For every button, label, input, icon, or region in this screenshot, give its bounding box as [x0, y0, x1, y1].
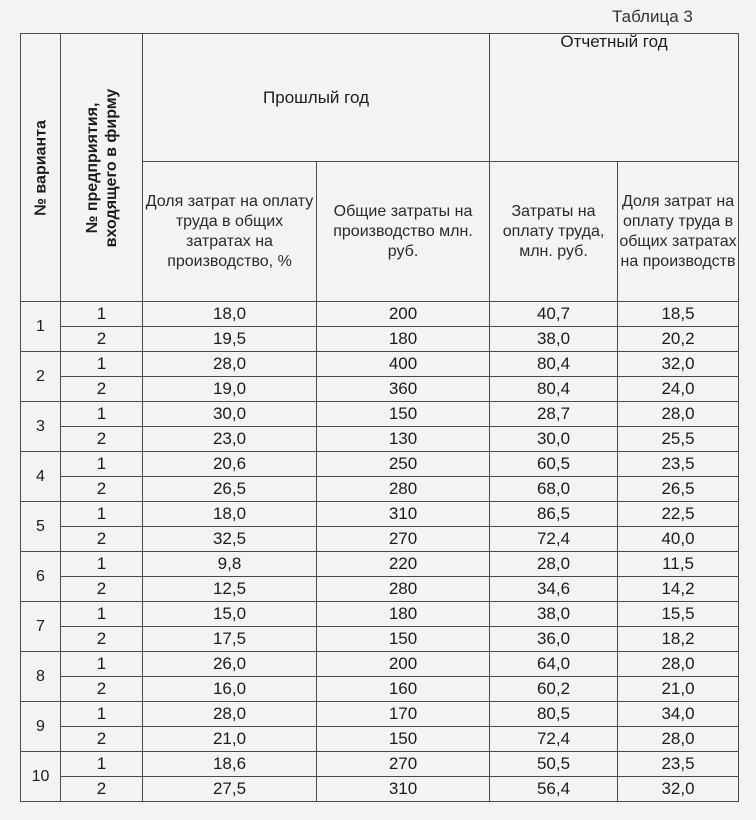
table-row — [21, 552, 739, 577]
prev-total-cell: 200 — [317, 302, 490, 327]
rep-share-cell: 20,2 — [618, 327, 739, 352]
enterprise-cell: 2 — [61, 577, 143, 602]
rep-labor-cell: 68,0 — [490, 477, 618, 502]
rep-share-cell: 21,0 — [618, 677, 739, 702]
rep-labor-cell: 38,0 — [490, 327, 618, 352]
rep-share-cell: 28,0 — [618, 402, 739, 427]
rep-labor-cell: 34,6 — [490, 577, 618, 602]
header-report-year-label: Отчетный год — [560, 32, 668, 51]
enterprise-cell: 1 — [61, 602, 143, 627]
rep-share-cell: 32,0 — [618, 352, 739, 377]
rep-share-cell: 40,0 — [618, 527, 739, 552]
enterprise-cell: 1 — [61, 702, 143, 727]
table-row — [21, 752, 739, 777]
variant-cell: 7 — [21, 602, 61, 652]
enterprise-cell: 1 — [61, 402, 143, 427]
rep-share-cell: 18,2 — [618, 627, 739, 652]
prev-total-cell: 150 — [317, 727, 490, 752]
prev-share-cell: 26,5 — [143, 477, 317, 502]
prev-share-cell: 30,0 — [143, 402, 317, 427]
prev-share-cell: 18,6 — [143, 752, 317, 777]
table-row — [21, 577, 739, 602]
prev-total-cell: 130 — [317, 427, 490, 452]
enterprise-cell: 2 — [61, 427, 143, 452]
enterprise-cell: 1 — [61, 552, 143, 577]
table-row — [21, 677, 739, 702]
prev-total-cell: 180 — [317, 327, 490, 352]
prev-total-cell: 280 — [317, 577, 490, 602]
prev-share-cell: 9,8 — [143, 552, 317, 577]
header-variant-label: № варианта — [32, 119, 49, 216]
rep-labor-cell: 64,0 — [490, 652, 618, 677]
header-variant — [21, 34, 61, 302]
enterprise-cell: 1 — [61, 352, 143, 377]
prev-total-cell: 270 — [317, 527, 490, 552]
prev-share-cell: 19,5 — [143, 327, 317, 352]
header-rep-labor: Затраты на оплату труда, млн. руб. — [490, 162, 618, 302]
table-row — [21, 777, 739, 802]
enterprise-cell: 1 — [61, 302, 143, 327]
rep-labor-cell: 36,0 — [490, 627, 618, 652]
rep-share-cell: 11,5 — [618, 552, 739, 577]
prev-total-cell: 150 — [317, 402, 490, 427]
prev-share-cell: 18,0 — [143, 302, 317, 327]
prev-share-cell: 17,5 — [143, 627, 317, 652]
prev-share-cell: 16,0 — [143, 677, 317, 702]
prev-share-cell: 20,6 — [143, 452, 317, 477]
prev-total-cell: 250 — [317, 452, 490, 477]
variant-cell: 9 — [21, 702, 61, 752]
rep-labor-cell: 86,5 — [490, 502, 618, 527]
enterprise-cell: 2 — [61, 377, 143, 402]
table-row — [21, 477, 739, 502]
variant-cell: 1 — [21, 302, 61, 352]
prev-total-cell: 360 — [317, 377, 490, 402]
prev-total-cell: 150 — [317, 627, 490, 652]
rep-labor-cell: 28,0 — [490, 552, 618, 577]
variant-cell: 3 — [21, 402, 61, 452]
table-row — [21, 402, 739, 427]
data-table — [20, 33, 739, 802]
header-prev-year: Прошлый год — [143, 34, 490, 162]
rep-share-cell: 26,5 — [618, 477, 739, 502]
header-report-year — [490, 34, 739, 162]
rep-labor-cell: 50,5 — [490, 752, 618, 777]
prev-share-cell: 15,0 — [143, 602, 317, 627]
rep-share-cell: 34,0 — [618, 702, 739, 727]
table-row — [21, 352, 739, 377]
enterprise-cell: 1 — [61, 452, 143, 477]
prev-share-cell: 18,0 — [143, 502, 317, 527]
header-prev-share: Доля затрат на оплату труда в общих затратах на производство, % — [143, 162, 317, 302]
enterprise-cell: 2 — [61, 627, 143, 652]
table-row — [21, 302, 739, 327]
table-row — [21, 702, 739, 727]
rep-share-cell: 14,2 — [618, 577, 739, 602]
rep-labor-cell: 80,4 — [490, 377, 618, 402]
prev-share-cell: 21,0 — [143, 727, 317, 752]
prev-total-cell: 160 — [317, 677, 490, 702]
rep-labor-cell: 72,4 — [490, 527, 618, 552]
enterprise-cell: 2 — [61, 527, 143, 552]
table-row — [21, 327, 739, 352]
table-row — [21, 502, 739, 527]
header-rep-share: Доля затрат на оплату труда в общих затратах на производств — [618, 162, 739, 302]
rep-labor-cell: 72,4 — [490, 727, 618, 752]
prev-share-cell: 28,0 — [143, 352, 317, 377]
table-row — [21, 452, 739, 477]
prev-share-cell: 27,5 — [143, 777, 317, 802]
table-row — [21, 652, 739, 677]
rep-share-cell: 25,5 — [618, 427, 739, 452]
table-row — [21, 377, 739, 402]
prev-share-cell: 26,0 — [143, 652, 317, 677]
rep-share-cell: 23,5 — [618, 752, 739, 777]
enterprise-cell: 2 — [61, 727, 143, 752]
prev-total-cell: 180 — [317, 602, 490, 627]
prev-total-cell: 310 — [317, 502, 490, 527]
rep-labor-cell: 40,7 — [490, 302, 618, 327]
table-body — [21, 302, 739, 802]
rep-labor-cell: 60,2 — [490, 677, 618, 702]
prev-total-cell: 200 — [317, 652, 490, 677]
rep-labor-cell: 30,0 — [490, 427, 618, 452]
table-row — [21, 527, 739, 552]
prev-total-cell: 280 — [317, 477, 490, 502]
variant-cell: 10 — [21, 752, 61, 802]
variant-cell: 4 — [21, 452, 61, 502]
rep-share-cell: 22,5 — [618, 502, 739, 527]
rep-labor-cell: 56,4 — [490, 777, 618, 802]
prev-share-cell: 19,0 — [143, 377, 317, 402]
table-row — [21, 627, 739, 652]
table-caption: Таблица 3 — [612, 7, 693, 26]
enterprise-cell: 1 — [61, 752, 143, 777]
enterprise-cell: 2 — [61, 327, 143, 352]
prev-share-cell: 32,5 — [143, 527, 317, 552]
prev-total-cell: 310 — [317, 777, 490, 802]
rep-labor-cell: 38,0 — [490, 602, 618, 627]
rep-share-cell: 23,5 — [618, 452, 739, 477]
header-prev-total: Общие затраты на производство млн. руб. — [317, 162, 490, 302]
header-enterprise-label: № предприятия, входящего в фирму — [83, 88, 120, 247]
variant-cell: 2 — [21, 352, 61, 402]
prev-total-cell: 270 — [317, 752, 490, 777]
enterprise-cell: 2 — [61, 477, 143, 502]
prev-total-cell: 220 — [317, 552, 490, 577]
enterprise-cell: 1 — [61, 652, 143, 677]
variant-cell: 5 — [21, 502, 61, 552]
rep-share-cell: 15,5 — [618, 602, 739, 627]
rep-labor-cell: 80,4 — [490, 352, 618, 377]
rep-labor-cell: 60,5 — [490, 452, 618, 477]
rep-share-cell: 24,0 — [618, 377, 739, 402]
variant-cell: 8 — [21, 652, 61, 702]
table-row — [21, 727, 739, 752]
prev-total-cell: 170 — [317, 702, 490, 727]
table-row — [21, 602, 739, 627]
prev-share-cell: 12,5 — [143, 577, 317, 602]
rep-share-cell: 28,0 — [618, 727, 739, 752]
variant-cell: 6 — [21, 552, 61, 602]
rep-labor-cell: 28,7 — [490, 402, 618, 427]
rep-labor-cell: 80,5 — [490, 702, 618, 727]
rep-share-cell: 28,0 — [618, 652, 739, 677]
enterprise-cell: 2 — [61, 677, 143, 702]
prev-share-cell: 28,0 — [143, 702, 317, 727]
rep-share-cell: 18,5 — [618, 302, 739, 327]
enterprise-cell: 2 — [61, 777, 143, 802]
header-enterprise — [61, 34, 143, 302]
rep-share-cell: 32,0 — [618, 777, 739, 802]
prev-share-cell: 23,0 — [143, 427, 317, 452]
table-row — [21, 427, 739, 452]
enterprise-cell: 1 — [61, 502, 143, 527]
prev-total-cell: 400 — [317, 352, 490, 377]
